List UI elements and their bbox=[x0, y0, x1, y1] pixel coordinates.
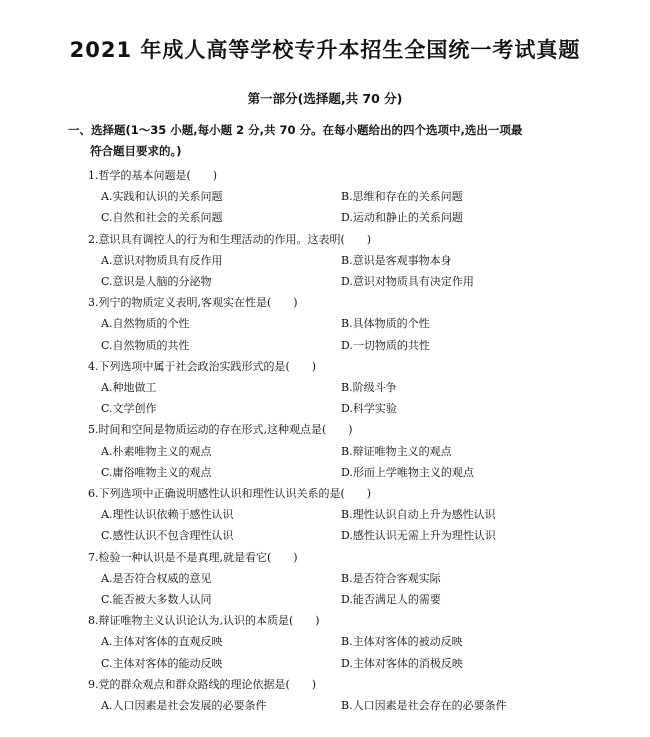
question-stem: 8.辩证唯物主义认识论认为,认识的本质是( ) bbox=[88, 614, 320, 628]
option-c: C.文学创作 bbox=[101, 402, 157, 416]
option-a: A.自然物质的个性 bbox=[101, 317, 190, 331]
option-row bbox=[88, 207, 608, 228]
section-instructions bbox=[68, 120, 608, 162]
question-9 bbox=[88, 674, 608, 716]
option-c: C.庸俗唯物主义的观点 bbox=[101, 465, 212, 479]
option-row bbox=[88, 186, 608, 207]
option-b: B.思维和存在的关系问题 bbox=[341, 190, 463, 204]
option-row bbox=[88, 525, 608, 546]
question-stem: 9.党的群众观点和群众路线的理论依据是( ) bbox=[88, 677, 317, 691]
option-a: A.朴素唯物主义的观点 bbox=[101, 444, 212, 458]
option-b: B.意识是客观事物本身 bbox=[341, 253, 452, 267]
question-stem: 2.意识具有调控人的行为和生理活动的作用。这表明( ) bbox=[88, 232, 372, 246]
option-d: D.一切物质的共性 bbox=[341, 338, 430, 352]
option-row bbox=[88, 504, 608, 525]
instructions-line-1: 一、选择题(1～35 小题,每小题 2 分,共 70 分。在每小题给出的四个选项中,选出一项最 bbox=[68, 123, 523, 137]
option-a: A.人口因素是社会发展的必要条件 bbox=[101, 699, 267, 713]
option-row bbox=[88, 271, 608, 292]
question-5 bbox=[88, 419, 608, 483]
option-row bbox=[88, 631, 608, 652]
option-row bbox=[88, 250, 608, 271]
option-a: A.是否符合权威的意见 bbox=[101, 571, 212, 585]
exam-title: 2021 年成人高等学校专升本招生全国统一考试真题 bbox=[69, 38, 581, 62]
option-c: C.主体对客体的能动反映 bbox=[101, 656, 223, 670]
question-2 bbox=[88, 229, 608, 293]
question-3 bbox=[88, 292, 608, 356]
option-row bbox=[88, 653, 608, 674]
option-row bbox=[88, 313, 608, 334]
option-row bbox=[88, 441, 608, 462]
question-stem: 4.下列选项中属于社会政治实践形式的是( ) bbox=[88, 359, 317, 373]
option-d: D.运动和静止的关系问题 bbox=[341, 211, 463, 225]
option-a: A.实践和认识的关系问题 bbox=[101, 190, 223, 204]
option-c: C.自然和社会的关系问题 bbox=[101, 211, 223, 225]
option-b: B.辩证唯物主义的观点 bbox=[341, 444, 452, 458]
option-d: D.感性认识无需上升为理性认识 bbox=[341, 529, 496, 543]
question-list bbox=[88, 165, 608, 716]
option-b: B.具体物质的个性 bbox=[341, 317, 430, 331]
option-b: B.理性认识自动上升为感性认识 bbox=[341, 508, 496, 522]
option-c: C.能否被大多数人认同 bbox=[101, 593, 212, 607]
question-1 bbox=[88, 165, 608, 229]
option-d: D.能否满足人的需要 bbox=[341, 593, 441, 607]
option-b: B.主体对客体的被动反映 bbox=[341, 635, 463, 649]
option-row bbox=[88, 377, 608, 398]
option-a: A.理性认识依赖于感性认识 bbox=[101, 508, 234, 522]
option-row bbox=[88, 695, 608, 716]
option-d: D.形而上学唯物主义的观点 bbox=[341, 465, 474, 479]
option-a: A.主体对客体的直观反映 bbox=[101, 635, 223, 649]
option-row bbox=[88, 335, 608, 356]
question-7 bbox=[88, 547, 608, 611]
option-d: D.主体对客体的消极反映 bbox=[341, 656, 463, 670]
option-c: C.意识是人脑的分泌物 bbox=[101, 275, 212, 289]
option-a: A.意识对物质具有反作用 bbox=[101, 253, 223, 267]
option-row bbox=[88, 568, 608, 589]
question-stem: 3.列宁的物质定义表明,客观实在性是( ) bbox=[88, 296, 298, 310]
question-stem: 7.检验一种认识是不是真理,就是看它( ) bbox=[88, 550, 298, 564]
option-row bbox=[88, 589, 608, 610]
option-row bbox=[88, 462, 608, 483]
option-row bbox=[88, 398, 608, 419]
option-c: C.感性认识不包含理性认识 bbox=[101, 529, 234, 543]
question-stem: 5.时间和空间是物质运动的存在形式,这种观点是( ) bbox=[88, 423, 353, 437]
option-d: D.意识对物质具有决定作用 bbox=[341, 275, 474, 289]
question-4 bbox=[88, 356, 608, 420]
option-b: B.人口因素是社会存在的必要条件 bbox=[341, 699, 507, 713]
question-8 bbox=[88, 610, 608, 674]
part-heading: 第一部分(选择题,共 70 分) bbox=[247, 91, 403, 106]
question-stem: 6.下列选项中正确说明感性认识和理性认识关系的是( ) bbox=[88, 487, 372, 501]
question-6 bbox=[88, 483, 608, 547]
instructions-line-2: 符合题目要求的。) bbox=[90, 144, 182, 158]
question-stem: 1.哲学的基本问题是( ) bbox=[88, 169, 218, 182]
option-b: B.是否符合客观实际 bbox=[341, 571, 441, 585]
option-d: D.科学实验 bbox=[341, 402, 397, 416]
option-b: B.阶级斗争 bbox=[341, 381, 397, 395]
option-c: C.自然物质的共性 bbox=[101, 338, 190, 352]
option-a: A.种地做工 bbox=[101, 381, 157, 395]
